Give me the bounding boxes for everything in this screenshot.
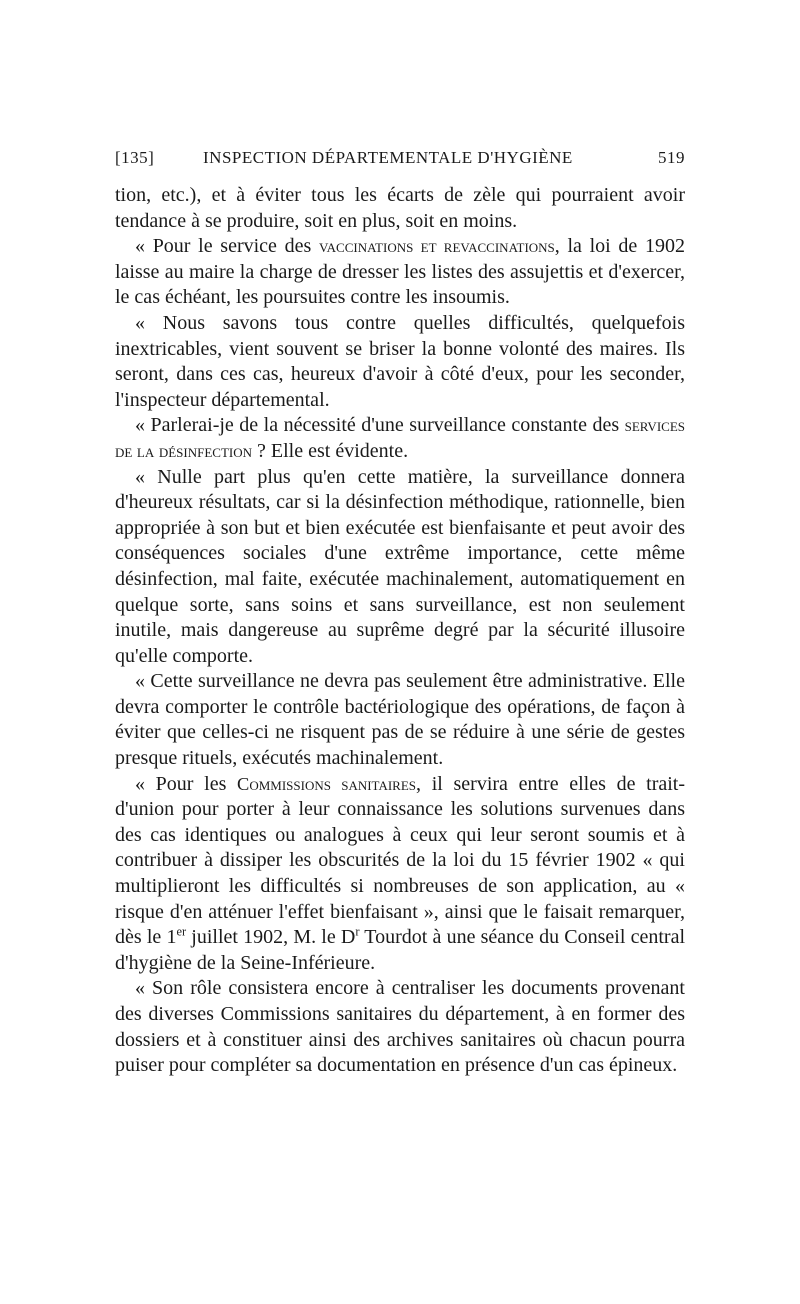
paragraph-7-text-d: Tourdot à une séance du Conseil central d'hygiène de la Seine-Inférieure. (115, 926, 685, 974)
paragraph-2 (115, 234, 685, 311)
paragraph-7-text-a: « Pour les (135, 772, 238, 795)
paragraph-2-text-a: « Pour le service des (135, 235, 319, 258)
page-number: 519 (658, 148, 685, 167)
paragraph-7-superscript-2: r (355, 924, 360, 939)
running-header (115, 148, 685, 174)
body-text (115, 183, 685, 1079)
paragraph-2-text-b: , la loi de 1902 laisse au maire la charge de dresser les listes des assujettis et d'exercer, le cas échéant, les poursuites contre les insoumis. (115, 235, 685, 309)
paragraph-4-text-b: ? Elle est évidente. (252, 439, 409, 462)
paragraph-5: « Nulle part plus qu'en cette matière, la surveillance donnera d'heureux résultats, car si la désinfection méthodique, rationnelle, bien appropriée à son but et bien exécutée est bienfaisante et peut avoir des conséquences sociales d'une extrême importance, cette même désinfection, mal faite, exécutée machinalement, automatiquement en quelque sorte, sans soins et sans surveillance, est non seulement inutile, mais dangereuse au suprême degré par la sécurité illusoire qu'elle comporte. (115, 465, 685, 667)
paragraph-3: « Nous savons tous contre quelles difficultés, quelquefois inextricables, vient souvent se briser la bonne volonté des maires. Ils seront, dans ces cas, heureux d'avoir à côté d'eux, pour les seconder, l'inspecteur départemental. (115, 311, 685, 411)
paragraph-7 (115, 772, 685, 977)
paragraph-2-smallcaps: vaccinations et revaccinations (318, 236, 555, 257)
paragraph-7-superscript-1: er (176, 924, 187, 939)
paragraph-1: tion, etc.), et à éviter tous les écarts de zèle qui pourraient avoir tendance à se produire, soit en plus, soit en moins. (115, 184, 685, 232)
running-title: INSPECTION DÉPARTEMENTALE D'HYGIÈNE (203, 148, 573, 167)
paragraph-7-smallcaps: Commissions sanitaires (237, 773, 417, 794)
page-label: [135] (115, 148, 155, 167)
paragraph-6: « Cette surveillance ne devra pas seulement être administrative. Elle devra comporter le contrôle bactériologique des opérations, de façon à éviter que celles-ci ne risquent pas de se réduire à une série de gestes presque rituels, exécutés machinalement. (115, 670, 685, 770)
paragraph-4-smallcaps: services de la désinfection (115, 415, 685, 461)
paragraph-4-text-a: « Parlerai-je de la nécessité d'une surveillance constante des (135, 414, 625, 437)
paragraph-7-text-b: , il servira entre elles de trait-d'union pour porter à leur connaissance les solutions survenues dans des cas identiques ou analogues à ceux qui leur seront soumis et à contribuer à dissiper les obscurités de la loi du 15 février 1902 « qui multiplieront les difficultés si nombreuses de son application, au « risque d'en atténuer l'effet bienfaisant », ainsi que le faisait remarquer, dès le 1 (115, 772, 686, 949)
paragraph-8: « Son rôle consistera encore à centraliser les documents provenant des diverses Commissions sanitaires du département, à en former des dossiers et à constituer ainsi des archives sanitaires où chacun pourra puiser pour compléter sa documentation en présence d'un cas épineux. (115, 977, 685, 1077)
paragraph-7-text-c: juillet 1902, M. le D (186, 926, 356, 949)
paragraph-4 (115, 413, 685, 464)
